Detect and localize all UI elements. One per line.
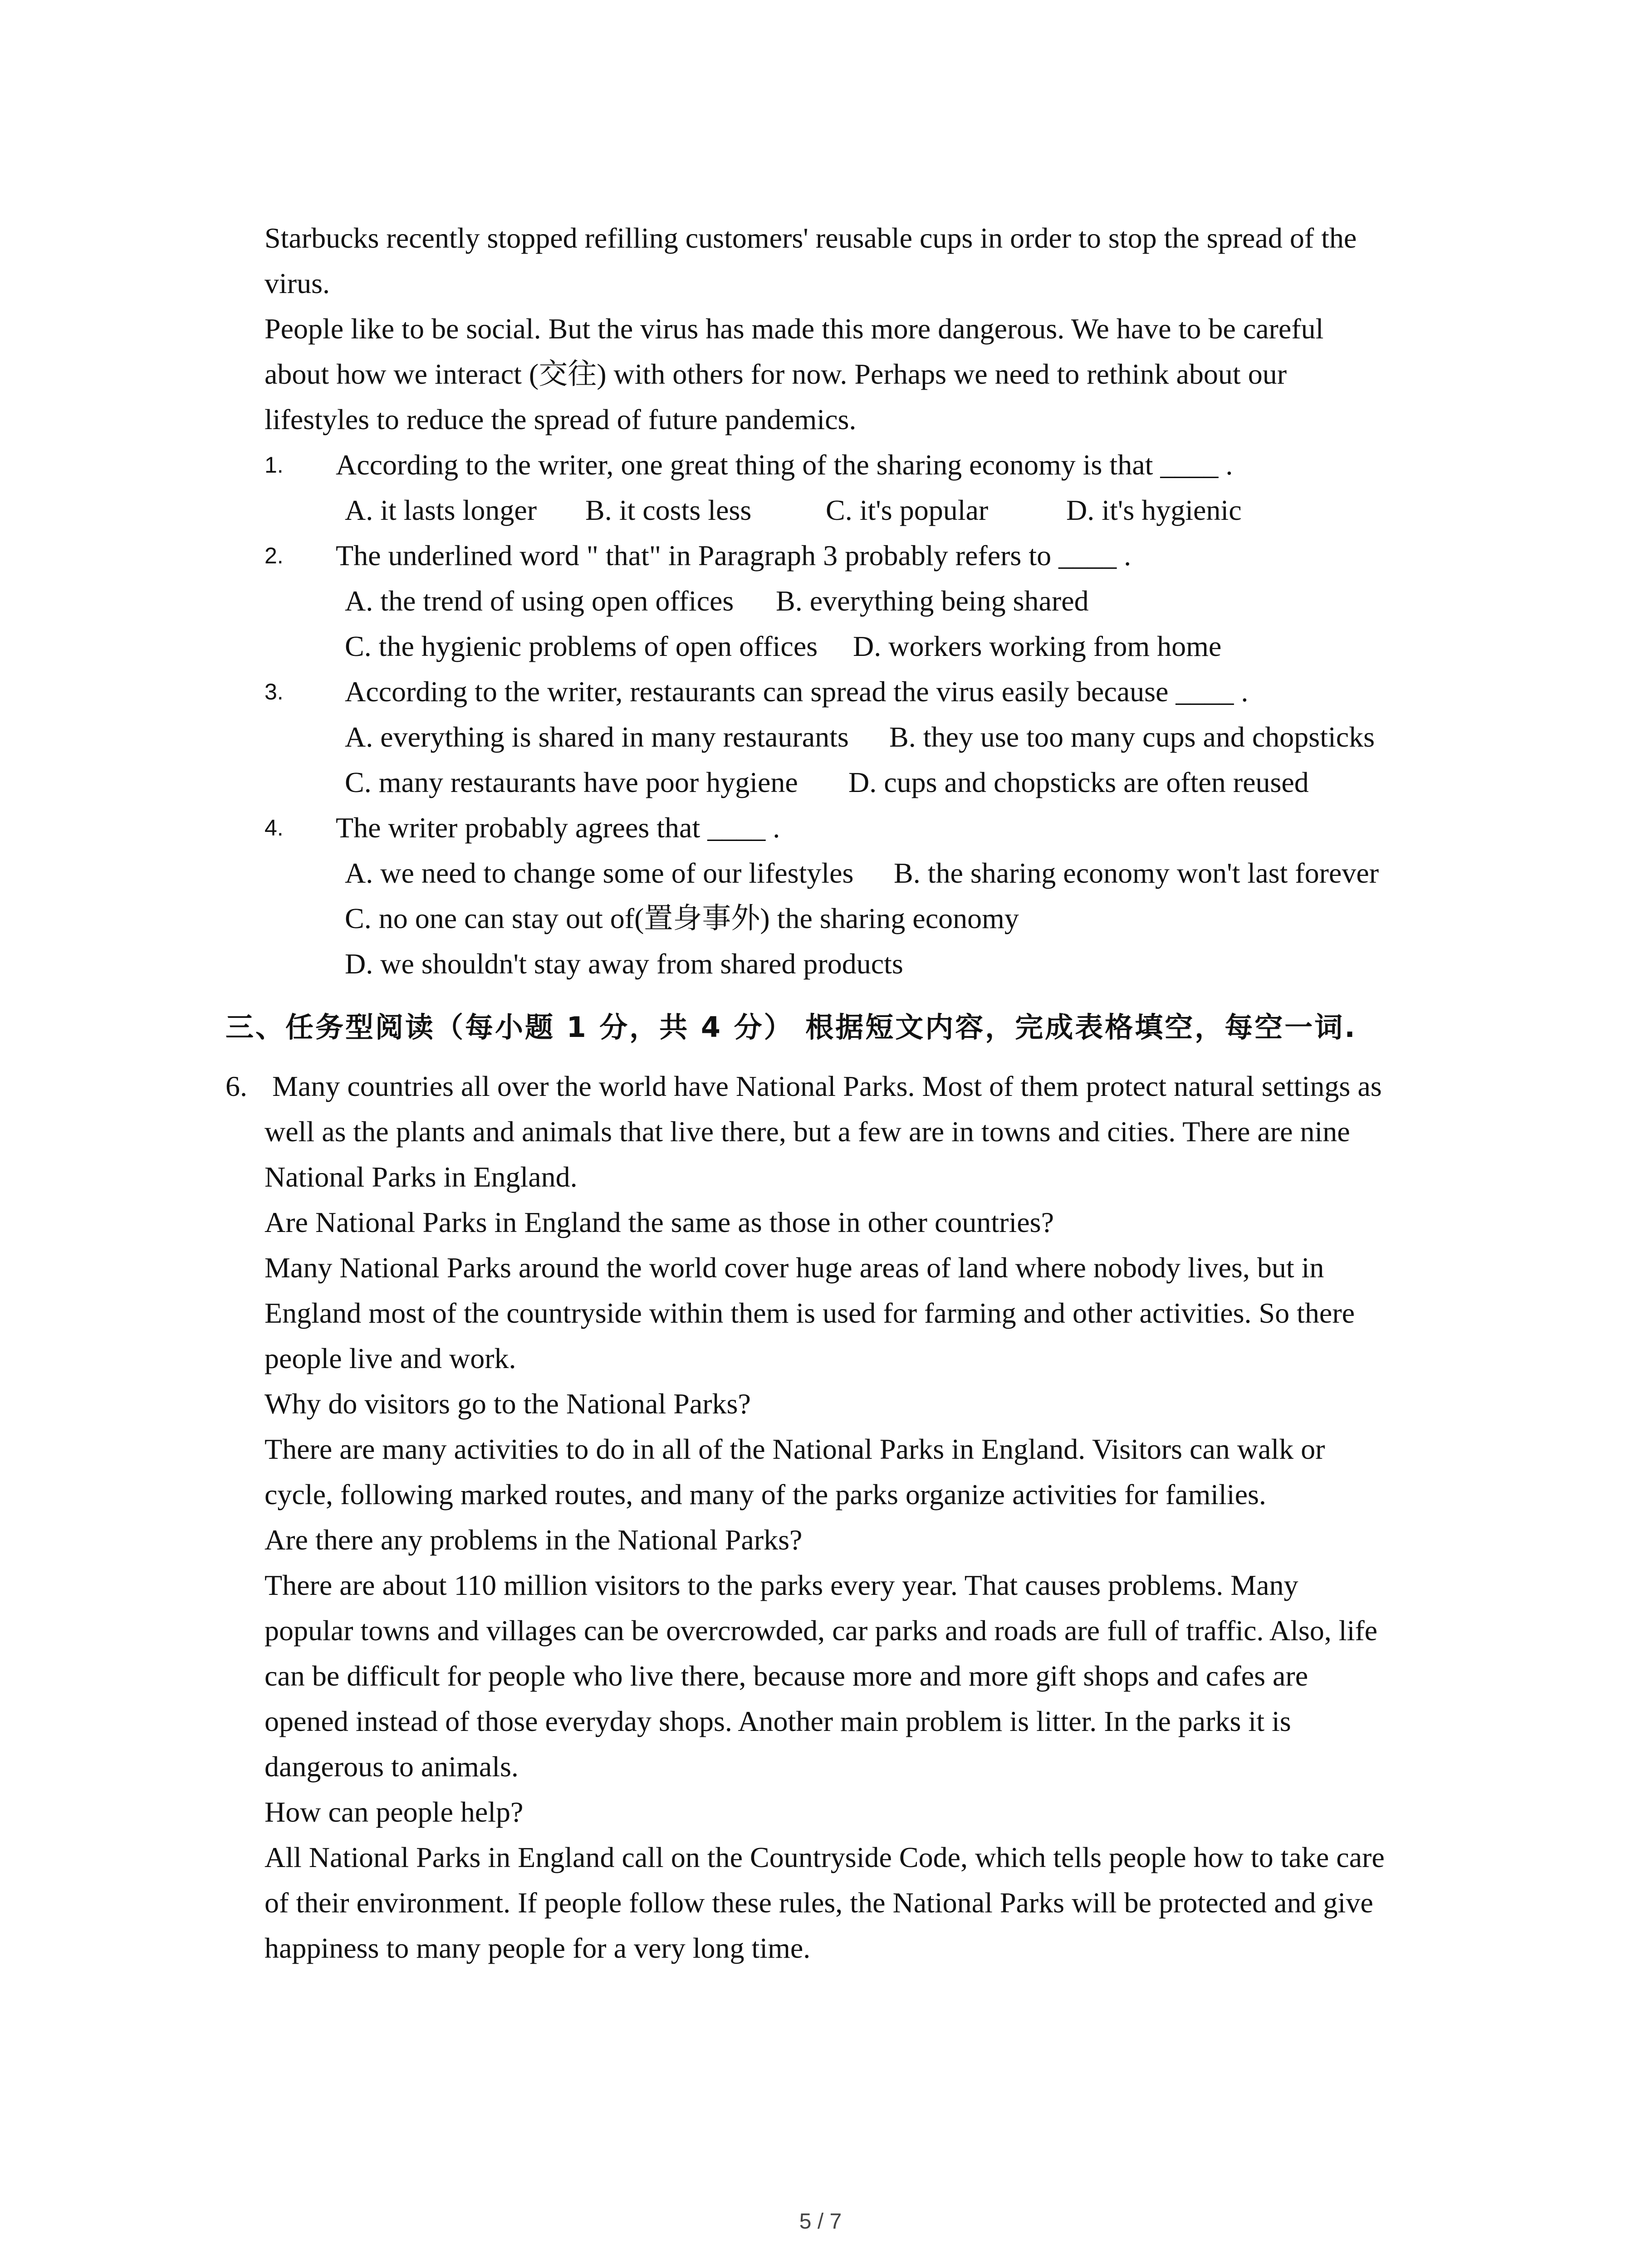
passage-line: well as the plants and animals that live there, but a few are in towns and cities. There are nine: [265, 1115, 1350, 1148]
question-text: According to the writer, one great thing of the sharing economy is that ____ .: [336, 449, 1233, 481]
passage-line: about how we interact (交往) with others for now. Perhaps we need to rethink about our: [265, 358, 1287, 390]
passage-line: popular towns and villages can be overcrowded, car parks and roads are full of traffic. Also, life: [265, 1614, 1378, 1647]
passage-subheading: How can people help?: [265, 1796, 524, 1828]
option-line: [345, 941, 903, 987]
option-a: A. we need to change some of our lifestyles: [345, 857, 854, 889]
option-line: [345, 578, 1089, 624]
option-c: C. many restaurants have poor hygiene: [345, 766, 798, 798]
question-text: The writer probably agrees that ____ .: [336, 811, 780, 844]
passage-line: virus.: [265, 267, 330, 299]
passage-line: can be difficult for people who live there, because more and more gift shops and cafes are: [265, 1660, 1308, 1692]
passage-line: Many National Parks around the world cover huge areas of land where nobody lives, but in: [265, 1251, 1324, 1284]
option-b: B. everything being shared: [776, 585, 1089, 617]
question-number: 4.: [265, 815, 284, 841]
passage-line: Many countries all over the world have National Parks. Most of them protect natural settings as: [272, 1070, 1382, 1102]
question-number: 6.: [225, 1070, 247, 1102]
passage-line: Starbucks recently stopped refilling customers' reusable cups in order to stop the spread of the: [265, 222, 1357, 254]
passage-line: People like to be social. But the virus has made this more dangerous. We have to be careful: [265, 313, 1324, 345]
option-b: B. they use too many cups and chopsticks: [889, 721, 1375, 753]
option-a: A. it lasts longer: [345, 494, 537, 526]
option-c: C. no one can stay out of(置身事外) the sharing economy: [345, 902, 1019, 934]
passage-line: National Parks in England.: [265, 1161, 578, 1193]
option-a: A. everything is shared in many restaurants: [345, 721, 849, 753]
question-text: According to the writer, restaurants can spread the virus easily because ____ .: [345, 675, 1249, 708]
passage-subheading: Are National Parks in England the same as those in other countries?: [265, 1206, 1054, 1238]
passage-line: There are many activities to do in all of the National Parks in England. Visitors can walk or: [265, 1433, 1325, 1465]
passage-line: All National Parks in England call on the Countryside Code, which tells people how to take care: [265, 1841, 1385, 1873]
option-line: [345, 760, 1309, 805]
option-d: D. we shouldn't stay away from shared products: [345, 948, 903, 980]
passage-line: of their environment. If people follow these rules, the National Parks will be protected and give: [265, 1887, 1373, 1919]
passage-line: cycle, following marked routes, and many of the parks organize activities for families.: [265, 1478, 1266, 1510]
passage-line: people live and work.: [265, 1342, 516, 1374]
question-number: 3.: [265, 679, 284, 704]
option-b: B. it costs less: [585, 494, 752, 526]
passage-line: lifestyles to reduce the spread of future pandemics.: [265, 403, 857, 435]
question-text: The underlined word " that" in Paragraph 3 probably refers to ____ .: [336, 539, 1132, 572]
passage-subheading: Are there any problems in the National Parks?: [265, 1524, 803, 1556]
question-number: 1.: [265, 452, 284, 478]
passage-subheading: Why do visitors go to the National Parks?: [265, 1388, 751, 1420]
option-d: D. it's hygienic: [1066, 494, 1242, 526]
passage-line: England most of the countryside within them is used for farming and other activities. So there: [265, 1297, 1355, 1329]
option-line: [345, 850, 1379, 896]
passage-line: There are about 110 million visitors to the parks every year. That causes problems. Many: [265, 1569, 1298, 1601]
question-number: 2.: [265, 543, 284, 568]
option-d: D. cups and chopsticks are often reused: [848, 766, 1309, 798]
option-line: [345, 488, 1242, 533]
section-heading: 三、任务型阅读（每小题 1 分，共 4 分） 根据短文内容，完成表格填空，每空一词.: [225, 1011, 1357, 1044]
option-line: [345, 714, 1375, 760]
option-c: C. the hygienic problems of open offices: [345, 630, 818, 662]
option-c: C. it's popular: [826, 494, 989, 526]
option-b: B. the sharing economy won't last forever: [894, 857, 1379, 889]
page-number: 5 / 7: [799, 2209, 842, 2234]
passage-line: dangerous to animals.: [265, 1750, 519, 1783]
option-a: A. the trend of using open offices: [345, 585, 734, 617]
option-d: D. workers working from home: [853, 630, 1222, 662]
passage-line: opened instead of those everyday shops. Another main problem is litter. In the parks it is: [265, 1705, 1291, 1737]
option-line: [345, 624, 1221, 669]
passage-line: happiness to many people for a very long time.: [265, 1932, 811, 1964]
option-line: [345, 896, 1019, 941]
